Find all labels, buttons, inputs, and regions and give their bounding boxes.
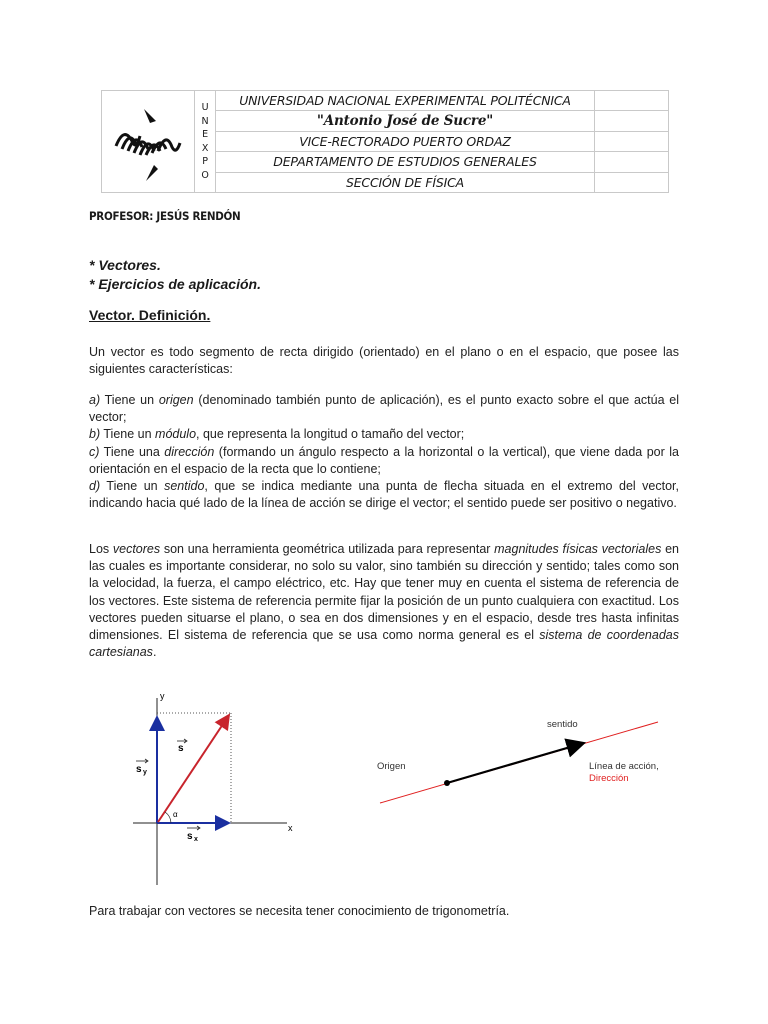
- vector-s-label: [177, 739, 187, 754]
- definition-heading: Vector. Definición.: [89, 307, 211, 323]
- svg-text:s: s: [178, 743, 184, 754]
- unexpo-logo: [102, 91, 195, 193]
- university-motto: "Antonio José de Sucre": [216, 111, 595, 131]
- sense-label: sentido: [547, 719, 578, 730]
- university-name: UNIVERSIDAD NACIONAL EXPERIMENTAL POLITÉCNICA: [216, 91, 595, 111]
- svg-text:s: s: [136, 764, 142, 775]
- section: SECCIÓN DE FÍSICA: [216, 172, 595, 192]
- letter: X: [201, 142, 209, 154]
- characteristic-a: a) Tiene un origen (denominado también punto de aplicación), es el punto exacto sobre el que actúa el vector;: [89, 393, 680, 425]
- angle-arc: [165, 812, 171, 823]
- y-axis-label: y: [160, 691, 165, 701]
- origin-label: Origen: [377, 761, 406, 772]
- letter: P: [202, 156, 208, 167]
- department: DEPARTAMENTO DE ESTUDIOS GENERALES: [216, 152, 595, 172]
- institution-header: [101, 90, 669, 193]
- direction-label: Dirección: [589, 773, 629, 784]
- svg-text:x: x: [194, 836, 198, 843]
- vectors-paragraph: Los vectores son una herramienta geométrica utilizada para representar magnitudes físicas vectoriales en las cuales es importante considerar, no solo su valor, sino también su dirección y sentido; tales como son la velocidad, la fuerza, el campo eléctrico, etc. Hay que tener muy en cuenta el sistema de referencia de los vectores. Este sistema de referencia permite fijar la posición de un punto cualquiera con exactitud. Los vectores pueden situarse el plano, o sea en dos dimensiones y en el espacio, desde tres hasta infinitas dimensiones. El sistema de referencia que se usa como norma general es el sistema de coordenadas cartesianas.: [89, 542, 679, 660]
- trigonometry-note: Para trabajar con vectores se necesita tener conocimiento de trigonometría.: [89, 904, 510, 918]
- letter: O: [201, 169, 209, 181]
- vector-anatomy-figure: [370, 710, 670, 810]
- professor-name: PROFESOR: JESÚS RENDÓN: [89, 209, 241, 223]
- line-of-action-label: Línea de acción,: [589, 761, 659, 772]
- svg-text:y: y: [143, 769, 147, 776]
- unexpo-letters: [195, 91, 216, 193]
- component-y-label: [136, 759, 148, 776]
- characteristics-list: [89, 392, 679, 512]
- logo-icon: [102, 91, 194, 189]
- topic-vectors: * Vectores.: [89, 257, 161, 273]
- vector-components-figure: [125, 683, 315, 888]
- characteristic-b: b) Tiene un módulo, que representa la longitud o tamaño del vector;: [89, 427, 465, 442]
- angle-label: α: [173, 810, 178, 819]
- characteristic-c: c) Tiene una dirección (formando un ángulo respecto a la horizontal o la vertical), que viene dada por la orientación en el espacio de la recta que lo contiene;: [89, 444, 679, 476]
- intro-paragraph: Un vector es todo segmento de recta dirigido (orientado) en el plano o en el espacio, que posee las siguientes características:: [89, 345, 679, 377]
- vector-s: [158, 715, 229, 822]
- letter: N: [201, 115, 209, 127]
- component-x-label: [187, 826, 200, 843]
- letter: U: [201, 102, 209, 113]
- sense-arrow: [447, 743, 584, 783]
- characteristic-d: d) Tiene un sentido, que se indica mediante una punta de flecha situada en el extremo del vector, indicando hacia qué lado de la línea de acción se dirige el vector; el sentido puede ser positivo o negativo.: [89, 479, 679, 511]
- topic-exercises: * Ejercicios de aplicación.: [89, 276, 261, 292]
- origin-point: [444, 780, 450, 786]
- x-axis-label: x: [288, 823, 293, 833]
- vice-rectorate: VICE-RECTORADO PUERTO ORDAZ: [216, 131, 595, 151]
- letter: E: [202, 129, 208, 140]
- svg-text:s: s: [187, 831, 193, 842]
